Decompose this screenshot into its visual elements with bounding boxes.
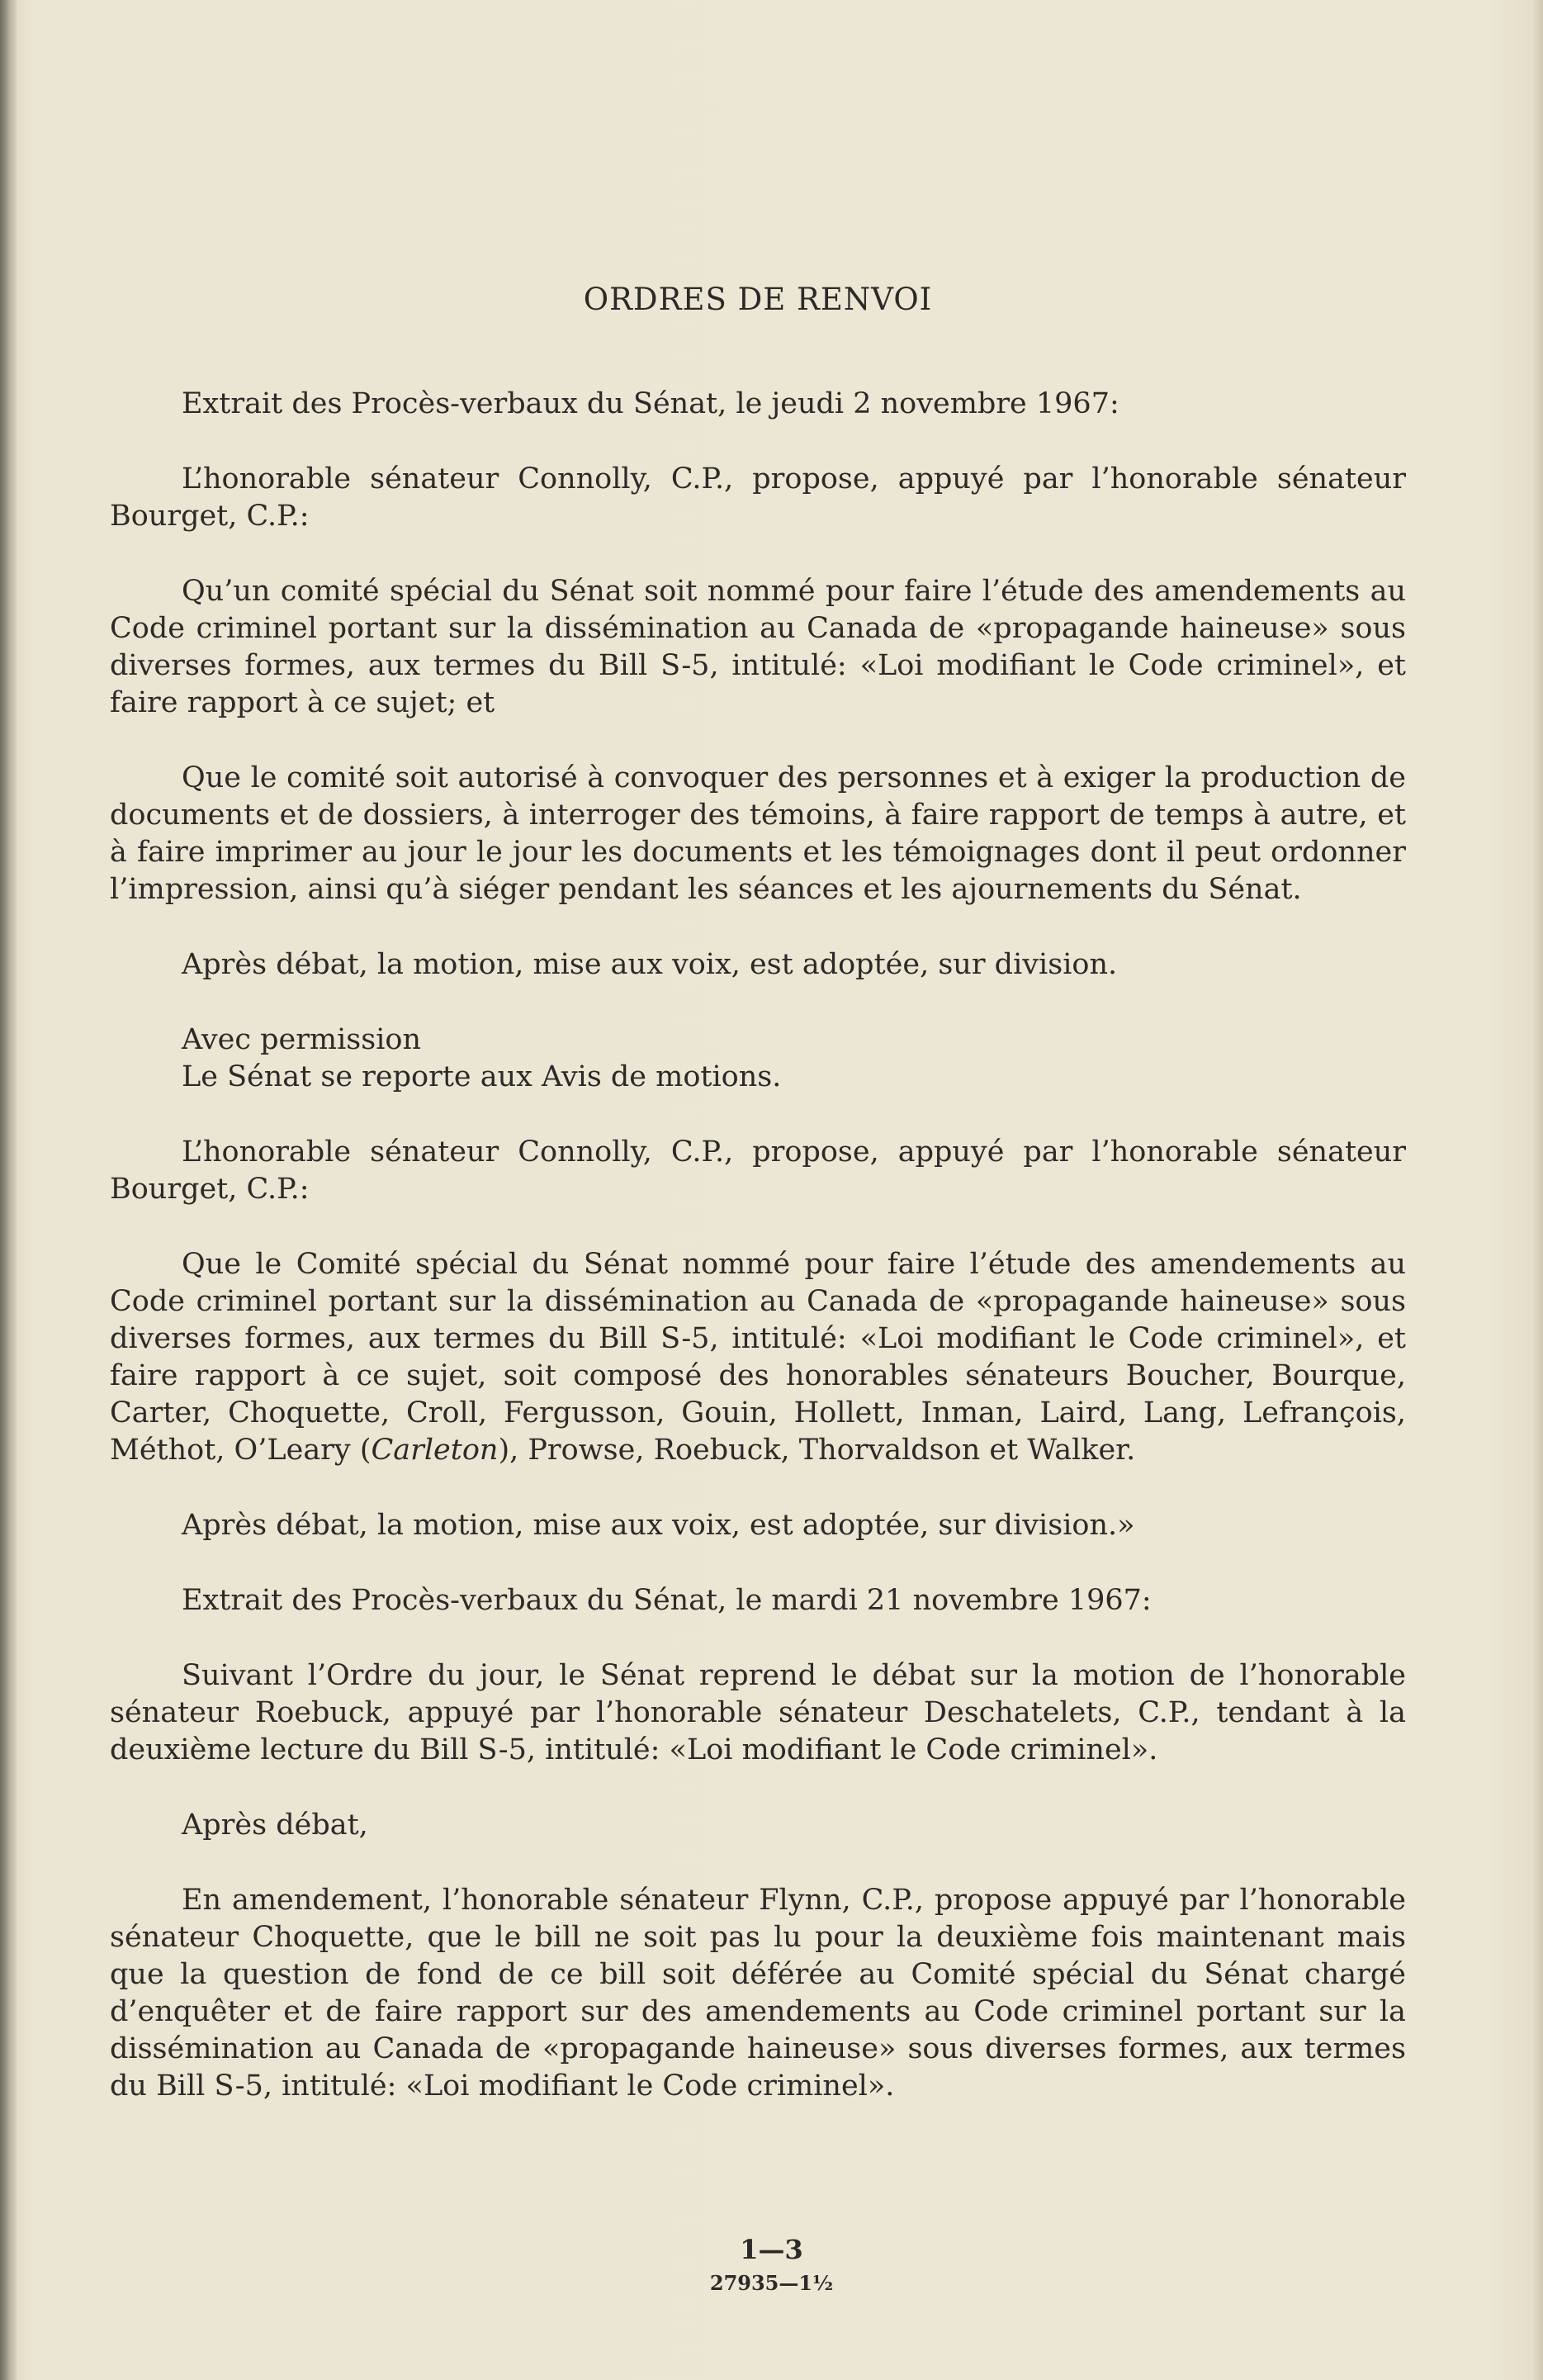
paragraph-amendment-flynn: En amendement, l’honorable sénateur Flynn, C.P., propose appuyé par l’honorable sénateur Choquette, que le bill ne soit pas lu pour la deuxième fois maintenant mais que la question de fond de ce bill soit déférée au Comité spécial du Sénat chargé d’enquêter et de faire rapport sur des amendements au Code criminel portant sur la dissémination au Canada de «propagande haineuse» sous diverses formes, aux termes du Bill S-5, intitulé: «Loi modifiant le Code criminel». [110,1884,1406,2103]
paragraph-extract-nov-2: Extrait des Procès-verbaux du Sénat, le jeudi 2 novembre 1967: [182,387,1119,420]
paragraph-motion-connolly-2: L’honorable sénateur Connolly, C.P., propose, appuyé par l’honorable sénateur Bourget, C.P.: [110,1135,1406,1206]
document-body [110,281,1406,2143]
page-edge-shadow [1533,0,1543,2380]
paragraph-motion-connolly: L’honorable sénateur Connolly, C.P., propose, appuyé par l’honorable sénateur Bourget, C.P.: [110,462,1406,533]
page-folio: 1—3 [740,2234,803,2265]
page-binding-shadow [0,0,17,2380]
paragraph-motion-adopted-2: Après débat, la motion, mise aux voix, est adoptée, sur division.» [182,1509,1135,1542]
paragraph-extract-nov-21: Extrait des Procès-verbaux du Sénat, le mardi 21 novembre 1967: [182,1584,1152,1617]
permission-line-1: Avec permission [182,1023,422,1056]
document-heading: ORDRES DE RENVOI [583,282,933,317]
paragraph-committee-powers: Que le comité soit autorisé à convoquer des personnes et à exiger la production de documents et de dossiers, à interroger des témoins, à faire rapport de temps à autre, et à faire imprimer au jour le jour les documents et les témoignages dont il peut ordonner l’impression, ainsi qu’à siéger pendant les séances et les ajournements du Sénat. [110,761,1406,906]
committee-text-after: ), Prowse, Roebuck, Thorvaldson et Walker. [498,1434,1136,1467]
paragraph-second-reading-debate: Suivant l’Ordre du jour, le Sénat reprend le débat sur la motion de l’honorable sénateur Roebuck, appuyé par l’honorable sénateur Deschatelets, C.P., tendant à la deuxième lecture du Bill S-5, intitulé: «Loi modifiant le Code criminel». [110,1659,1406,1766]
paragraph-committee-composition [110,1246,1406,1469]
paragraph-committee-appointment: Qu’un comité spécial du Sénat soit nommé pour faire l’étude des amendements au Code criminel portant sur la dissémination au Canada de «propagande haineuse» sous diverses formes, aux termes du Bill S-5, intitulé: «Loi modifiant le Code criminel», et faire rapport à ce sujet; et [110,575,1406,719]
print-code: 27935—1½ [709,2271,834,2295]
committee-text-italic: Carleton [371,1434,499,1467]
paragraph-permission [110,1022,1406,1096]
paragraph-after-debate: Après débat, [182,1809,368,1842]
committee-text-before: Que le Comité spécial du Sénat nommé pour faire l’étude des amendements au Code criminel portant sur la dissémination au Canada de «propagande haineuse» sous diverses formes, aux termes du Bill S-5, intitulé: «Loi modifiant le Code criminel», et faire rapport à ce sujet, soit composé des honorables sénateurs Boucher, Bourque, Carter, Choquette, Croll, Fergusson, Gouin, Hollett, Inman, Laird, Lang, Lefrançois, Méthot, O’Leary ( [110,1248,1406,1467]
permission-line-2: Le Sénat se reporte aux Avis de motions. [182,1060,782,1093]
paragraph-motion-adopted: Après débat, la motion, mise aux voix, est adoptée, sur division. [182,948,1118,981]
